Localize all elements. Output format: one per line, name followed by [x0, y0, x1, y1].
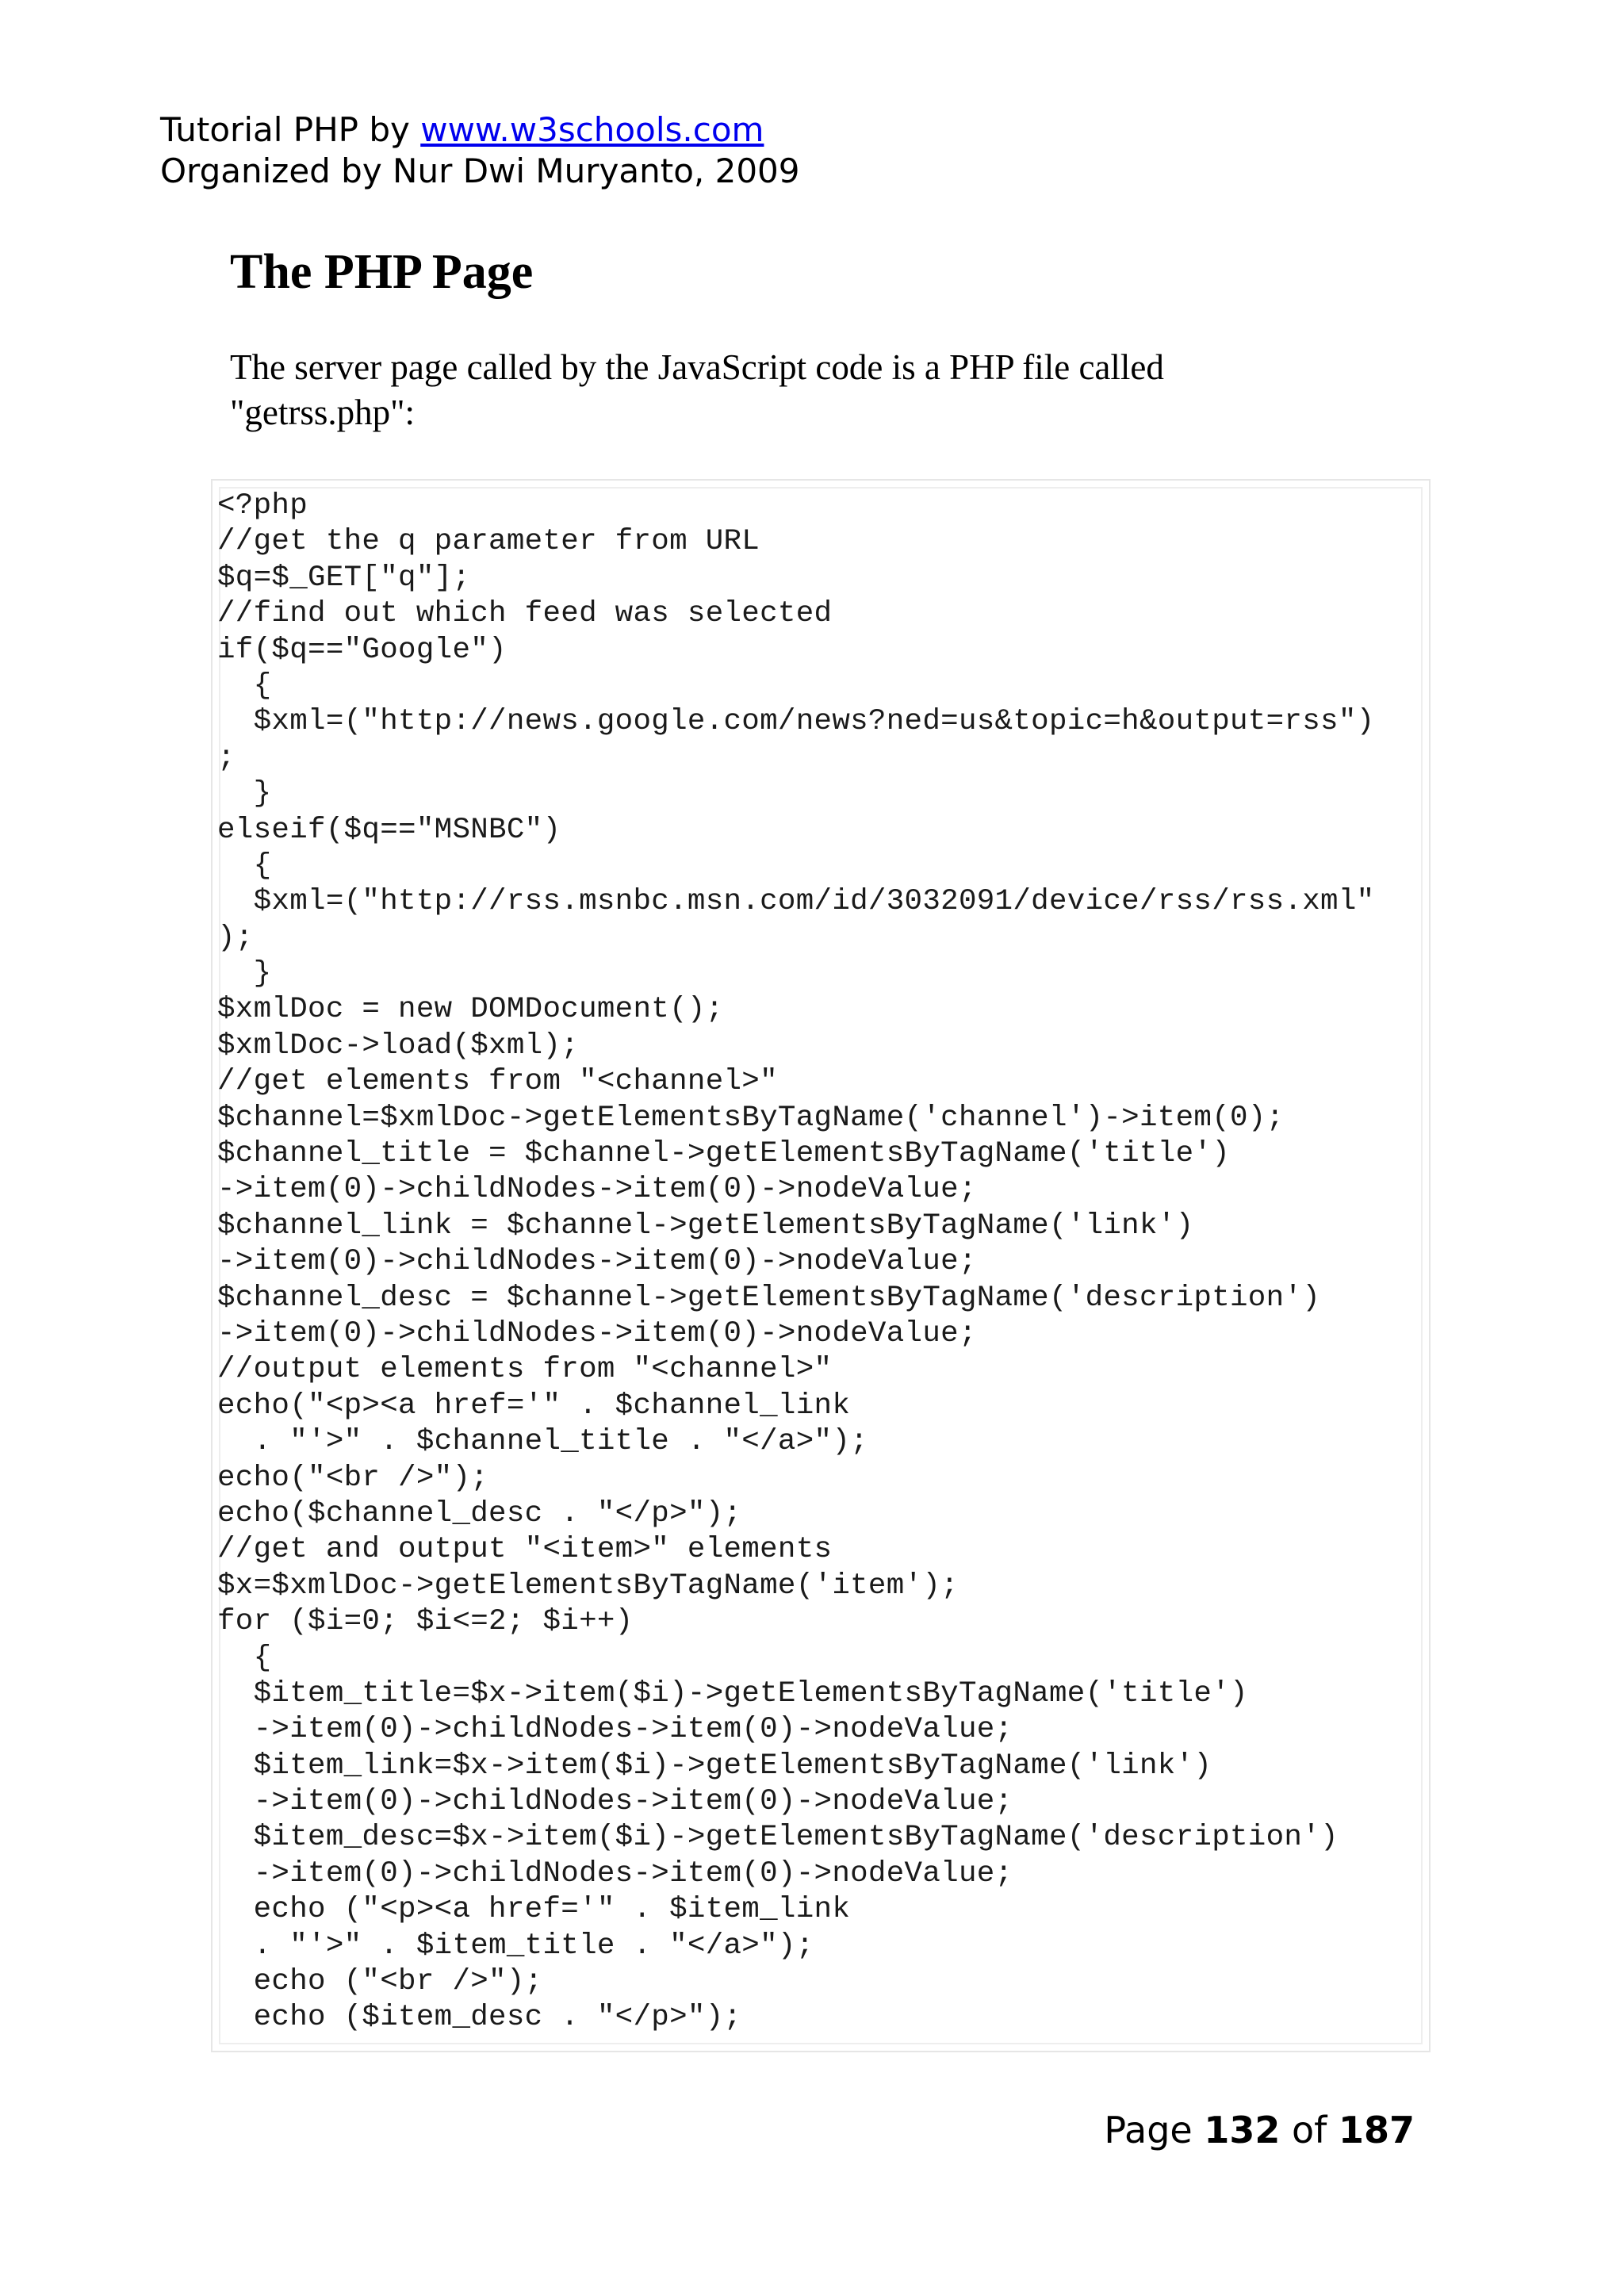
code-line: //find out which feed was selected [217, 597, 833, 631]
code-line: $xml=("http://rss.msnbc.msn.com/id/3032091/device/rss/rss.xml" [217, 885, 1375, 919]
code-line: { [217, 849, 272, 883]
code-line: ->item(0)->childNodes->item(0)->nodeValue; [217, 1316, 977, 1351]
code-line: $item_desc=$x->item($i)->getElementsByTagName('description') [217, 1821, 1339, 1855]
code-line: echo("<br />"); [217, 1461, 489, 1495]
code-block [217, 489, 1374, 2036]
code-line: //get the q parameter from URL [217, 525, 760, 559]
code-line: ->item(0)->childNodes->item(0)->nodeValue; [217, 1245, 977, 1279]
code-line: //output elements from "<channel>" [217, 1353, 833, 1387]
code-line: echo ("<p><a href='" . $item_link [217, 1893, 851, 1927]
code-line: elseif($q=="MSNBC") [217, 813, 561, 847]
code-line: $item_link=$x->item($i)->getElementsByTagName('link') [217, 1749, 1212, 1783]
code-line: $channel_title = $channel->getElementsByTagName('title') [217, 1137, 1231, 1171]
code-line: $item_title=$x->item($i)->getElementsByTagName('title') [217, 1676, 1248, 1711]
page-number: 132 [1204, 2109, 1281, 2151]
page-header [160, 109, 800, 192]
intro-line-2: "getrss.php": [230, 393, 415, 432]
intro-line-1: The server page called by the JavaScript code is a PHP file called [230, 347, 1164, 387]
code-line: $channel_link = $channel->getElementsByTagName('link') [217, 1209, 1194, 1243]
code-line: ; [217, 741, 236, 775]
total-pages: 187 [1338, 2109, 1415, 2151]
header-prefix: Tutorial PHP by [160, 110, 421, 149]
code-line: echo("<p><a href='" . $channel_link [217, 1389, 851, 1423]
code-line: ->item(0)->childNodes->item(0)->nodeValue; [217, 1713, 1013, 1747]
code-line: $xml=("http://news.google.com/news?ned=us&topic=h&output=rss") [217, 705, 1375, 739]
page-word: Page [1104, 2109, 1205, 2151]
code-line: . "'>" . $channel_title . "</a>"); [217, 1425, 868, 1459]
code-line: if($q=="Google") [217, 633, 507, 667]
of-word: of [1280, 2109, 1339, 2151]
code-line: $xmlDoc = new DOMDocument(); [217, 993, 724, 1027]
code-line: //get elements from "<channel>" [217, 1065, 778, 1099]
code-line: { [217, 1641, 272, 1675]
code-line: $xmlDoc->load($xml); [217, 1029, 580, 1063]
code-line: <?php [217, 489, 308, 523]
w3schools-link[interactable]: www.w3schools.com [420, 110, 764, 149]
intro-paragraph [230, 345, 1467, 435]
code-line: ); [217, 921, 254, 955]
section-title: The PHP Page [230, 245, 534, 299]
code-line: ->item(0)->childNodes->item(0)->nodeValue; [217, 1856, 1013, 1891]
page-footer [1104, 2108, 1415, 2152]
code-line: $channel_desc = $channel->getElementsByTagName('description') [217, 1281, 1321, 1315]
code-line: . "'>" . $item_title . "</a>"); [217, 1929, 814, 1963]
code-line: echo ($item_desc . "</p>"); [217, 2001, 742, 2035]
code-line: } [217, 777, 272, 811]
code-line: { [217, 669, 272, 703]
header-line-1 [160, 109, 800, 151]
code-line: $x=$xmlDoc->getElementsByTagName('item'); [217, 1569, 959, 1603]
code-line: echo($channel_desc . "</p>"); [217, 1496, 742, 1531]
code-line: $channel=$xmlDoc->getElementsByTagName('channel')->item(0); [217, 1101, 1285, 1135]
code-line: ->item(0)->childNodes->item(0)->nodeValue; [217, 1173, 977, 1207]
code-line: } [217, 957, 272, 991]
code-line: //get and output "<item>" elements [217, 1533, 833, 1567]
code-line: $q=$_GET["q"]; [217, 561, 471, 595]
code-line: for ($i=0; $i<=2; $i++) [217, 1605, 634, 1639]
header-line-2: Organized by Nur Dwi Muryanto, 2009 [160, 151, 800, 190]
code-line: echo ("<br />"); [217, 1965, 543, 1999]
code-line: ->item(0)->childNodes->item(0)->nodeValue; [217, 1785, 1013, 1819]
